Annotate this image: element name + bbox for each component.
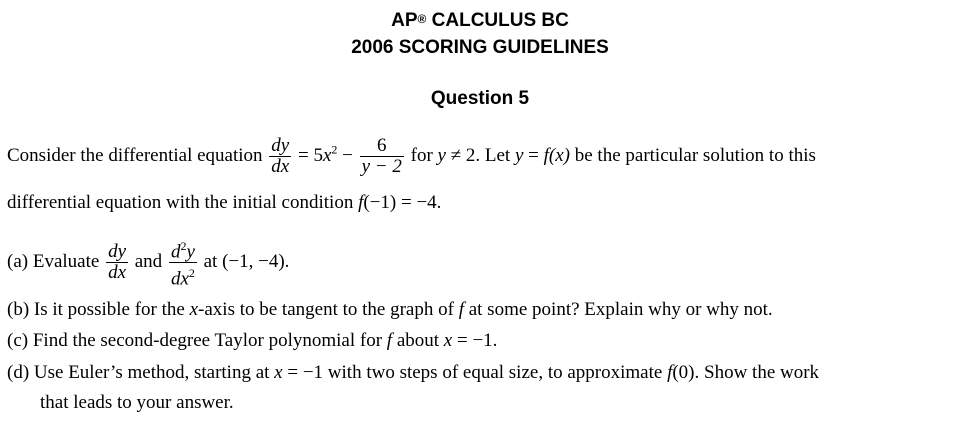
- part-label: (c): [7, 330, 29, 351]
- frac-num-text: dy: [271, 135, 290, 156]
- question-number: Question 5: [430, 88, 530, 109]
- part-c-text-1: Find the second-degree Taylor polynomial for: [28, 330, 387, 351]
- title-course: CALCULUS BC: [426, 10, 569, 31]
- var-f: f: [667, 362, 673, 383]
- part-a: [7, 236, 289, 290]
- intro-text-5: be the particular solution to this: [570, 144, 816, 166]
- frac-num-text: dy: [108, 241, 126, 263]
- var-f: f: [543, 144, 549, 166]
- var-x: x: [274, 362, 283, 383]
- var-y: y: [514, 144, 524, 166]
- intro-text-2: = 5: [293, 144, 323, 166]
- fraction-denominator: [360, 157, 404, 177]
- var-x: x: [189, 299, 199, 320]
- var-f: f: [358, 192, 364, 213]
- fraction-denominator: [169, 263, 197, 289]
- var-f: f: [458, 299, 464, 320]
- fraction-d2y-dx2: [169, 236, 197, 290]
- intro-text-3: for: [405, 144, 438, 166]
- exam-title: [0, 10, 960, 32]
- title-ap: AP: [391, 10, 418, 31]
- var-y: y: [437, 144, 446, 166]
- frac-num-d: d: [170, 241, 181, 263]
- fraction-numerator: [169, 236, 197, 263]
- exam-subtitle: 2006 SCORING GUIDELINES: [351, 37, 609, 58]
- part-label: (b): [7, 299, 30, 320]
- registered-mark: ®: [417, 12, 427, 26]
- frac-den-text: dx: [170, 268, 189, 290]
- frac-num-exp: 2: [180, 239, 187, 253]
- paren-x: (x): [548, 144, 570, 166]
- equals-sign: =: [523, 144, 544, 166]
- part-d-text-2: = −1 with two steps of equal size, to approximate: [282, 362, 668, 383]
- intro-line-2: [7, 192, 441, 214]
- frac-num-text: 6: [376, 135, 387, 156]
- fraction-denominator: [106, 263, 128, 283]
- intro-text-6: differential equation with the initial condition: [7, 192, 359, 213]
- frac-num-y: y: [186, 241, 195, 263]
- part-d-line-2: that leads to your answer.: [40, 392, 234, 413]
- initial-condition: (−1) = −4.: [363, 192, 442, 213]
- part-d-line-1: [7, 362, 819, 384]
- part-b-text-1: Is it possible for the: [29, 299, 190, 320]
- part-a-text-2: at (−1, −4).: [198, 251, 290, 273]
- part-c-text-3: = −1.: [452, 330, 498, 351]
- exponent: 2: [331, 142, 338, 157]
- part-label: (a): [7, 251, 29, 273]
- part-a-text-1: Evaluate: [28, 251, 105, 273]
- part-b-text-2: -axis to be tangent to the graph of: [198, 299, 459, 320]
- fraction-numerator: [106, 242, 128, 263]
- fraction-denominator: [269, 157, 291, 177]
- fraction-numerator: [360, 136, 404, 157]
- frac-den-text: dx: [108, 262, 126, 284]
- frac-den-exp: 2: [188, 266, 195, 281]
- var-x: x: [443, 330, 453, 351]
- intro-line-1: [7, 136, 816, 177]
- part-a-and: and: [130, 251, 167, 273]
- intro-text-4: ≠ 2. Let: [445, 144, 515, 166]
- var-x: x: [322, 144, 332, 166]
- part-b: [7, 299, 773, 321]
- var-f: f: [386, 330, 393, 351]
- fraction-dy-dx: [106, 242, 128, 283]
- fraction-6-over-y-2: [360, 136, 404, 177]
- frac-den-text: dx: [271, 156, 290, 177]
- part-c-text-2: about: [392, 330, 444, 351]
- part-b-text-3: at some point? Explain why or why not.: [463, 299, 773, 320]
- intro-text-1: Consider the differential equation: [7, 144, 268, 166]
- part-label: (d): [7, 362, 30, 383]
- frac-den-text: y − 2: [361, 156, 402, 177]
- fraction-numerator: [269, 136, 291, 157]
- part-c: [7, 330, 497, 352]
- part-d-text-3: (0). Show the work: [672, 362, 820, 383]
- part-d-text-1: Use Euler’s method, starting at: [29, 362, 275, 383]
- minus-sign: −: [337, 144, 358, 166]
- fraction-dy-dx: [269, 136, 291, 177]
